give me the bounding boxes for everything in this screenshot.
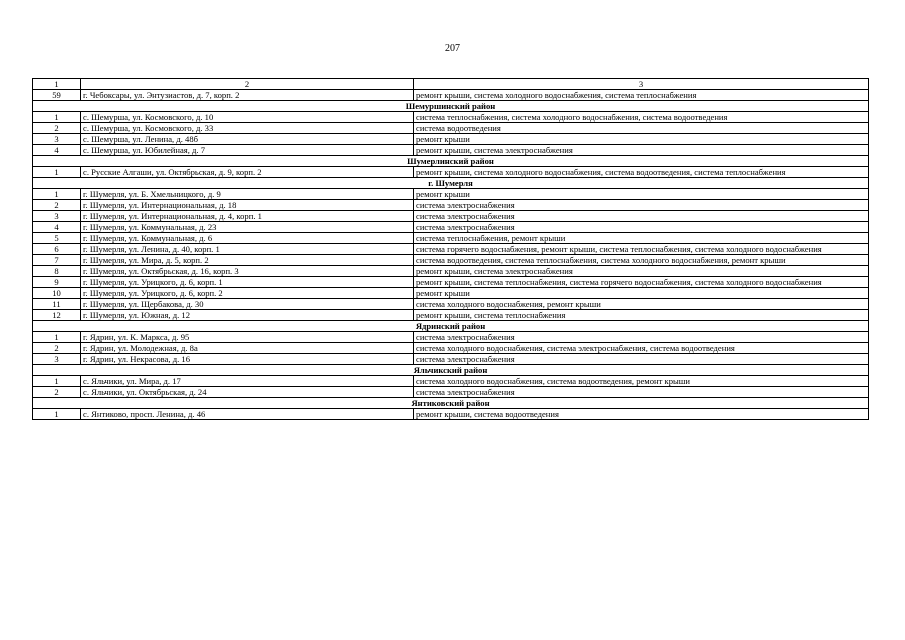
row-number-cell: 8	[33, 266, 81, 277]
row-number-cell: 1	[33, 189, 81, 200]
row-number-cell: 5	[33, 233, 81, 244]
row-number-cell: 12	[33, 310, 81, 321]
table-row	[33, 376, 869, 387]
row-number-cell: 1	[33, 167, 81, 178]
table-row	[33, 266, 869, 277]
table-row	[33, 123, 869, 134]
district-header-row	[33, 101, 869, 112]
row-number-cell: 2	[33, 123, 81, 134]
work-cell: ремонт крыши, система электроснабжения	[414, 266, 869, 277]
row-number-cell: 3	[33, 211, 81, 222]
address-cell: г. Ядрин, ул. Молодежная, д. 8а	[81, 343, 414, 354]
address-cell: с. Шемурша, ул. Космовского, д. 33	[81, 123, 414, 134]
row-number-cell: 1	[33, 332, 81, 343]
table-row	[33, 255, 869, 266]
work-cell: система водоотведения, система теплоснабжения, система холодного водоснабжения, ремонт крыши	[414, 255, 869, 266]
table-row	[33, 288, 869, 299]
table-row	[33, 90, 869, 101]
work-cell: система электроснабжения	[414, 222, 869, 233]
district-name: г. Шумерля	[33, 178, 869, 189]
address-cell: г. Шумерля, ул. Октябрьская, д. 16, корп. 3	[81, 266, 414, 277]
address-cell: г. Чебоксары, ул. Энтузиастов, д. 7, корп. 2	[81, 90, 414, 101]
work-cell: ремонт крыши, система холодного водоснабжения, система водоотведения, система теплоснабжения	[414, 167, 869, 178]
work-cell: ремонт крыши, система теплоснабжения	[414, 310, 869, 321]
row-number-cell: 7	[33, 255, 81, 266]
address-cell: г. Шумерля, ул. Ленина, д. 40, корп. 1	[81, 244, 414, 255]
row-number-cell: 4	[33, 145, 81, 156]
work-cell: система электроснабжения	[414, 332, 869, 343]
address-cell: г. Ядрин, ул. К. Маркса, д. 95	[81, 332, 414, 343]
address-cell: с. Шемурша, ул. Космовского, д. 10	[81, 112, 414, 123]
page-number: 207	[445, 43, 460, 54]
work-cell: ремонт крыши	[414, 288, 869, 299]
table-row	[33, 310, 869, 321]
table-row	[33, 233, 869, 244]
work-cell: ремонт крыши	[414, 134, 869, 145]
row-number-cell: 3	[33, 134, 81, 145]
address-cell: г. Шумерля, ул. Мира, д. 5, корп. 2	[81, 255, 414, 266]
work-cell: ремонт крыши, система холодного водоснабжения, система теплоснабжения	[414, 90, 869, 101]
table-row	[33, 332, 869, 343]
address-cell: г. Шумерля, ул. Урицкого, д. 6, корп. 2	[81, 288, 414, 299]
address-cell: с. Шемурша, ул. Юбилейная, д. 7	[81, 145, 414, 156]
address-cell: с. Яльчики, ул. Октябрьская, д. 24	[81, 387, 414, 398]
address-cell: с. Русские Алгаши, ул. Октябрьская, д. 9, корп. 2	[81, 167, 414, 178]
work-cell: система холодного водоснабжения, система электроснабжения, система водоотведения	[414, 343, 869, 354]
row-number-cell: 4	[33, 222, 81, 233]
row-number-cell: 9	[33, 277, 81, 288]
work-cell: ремонт крыши, система теплоснабжения, система горячего водоснабжения, система холодного водоснабжения	[414, 277, 869, 288]
work-cell: система электроснабжения	[414, 211, 869, 222]
district-header-row	[33, 321, 869, 332]
work-cell: система теплоснабжения, система холодного водоснабжения, система водоотведения	[414, 112, 869, 123]
address-cell: г. Шумерля, ул. Коммунальная, д. 23	[81, 222, 414, 233]
address-cell: г. Ядрин, ул. Некрасова, д. 16	[81, 354, 414, 365]
address-cell: г. Шумерля, ул. Интернациональная, д. 4, корп. 1	[81, 211, 414, 222]
table-row	[33, 200, 869, 211]
work-cell: система электроснабжения	[414, 200, 869, 211]
work-cell: ремонт крыши, система водоотведения	[414, 409, 869, 420]
row-number-cell: 11	[33, 299, 81, 310]
row-number-cell: 1	[33, 376, 81, 387]
district-name: Яльчикский район	[33, 365, 869, 376]
table-row	[33, 189, 869, 200]
work-cell: ремонт крыши	[414, 189, 869, 200]
table-row	[33, 167, 869, 178]
work-cell: система электроснабжения	[414, 387, 869, 398]
address-cell: г. Шумерля, ул. Южная, д. 12	[81, 310, 414, 321]
row-number-cell: 2	[33, 387, 81, 398]
table-row	[33, 112, 869, 123]
table-row	[33, 387, 869, 398]
work-cell: ремонт крыши, система электроснабжения	[414, 145, 869, 156]
district-name: Ядринский район	[33, 321, 869, 332]
address-cell: с. Янтиково, просп. Ленина, д. 46	[81, 409, 414, 420]
row-number-cell: 6	[33, 244, 81, 255]
header-row	[33, 79, 869, 90]
row-number-cell: 10	[33, 288, 81, 299]
address-cell: г. Шумерля, ул. Б. Хмельницкого, д. 9	[81, 189, 414, 200]
district-header-row	[33, 365, 869, 376]
table-row	[33, 244, 869, 255]
header-cell-address: 2	[81, 79, 414, 90]
work-cell: система водоотведения	[414, 123, 869, 134]
table-row	[33, 134, 869, 145]
address-cell: г. Шумерля, ул. Урицкого, д. 6, корп. 1	[81, 277, 414, 288]
district-header-row	[33, 156, 869, 167]
address-cell: г. Шумерля, ул. Щербакова, д. 30	[81, 299, 414, 310]
header-cell-work: 3	[414, 79, 869, 90]
district-name: Шемуршинский район	[33, 101, 869, 112]
table-row	[33, 354, 869, 365]
district-name: Шумерлинский район	[33, 156, 869, 167]
work-cell: система теплоснабжения, ремонт крыши	[414, 233, 869, 244]
row-number-cell: 2	[33, 343, 81, 354]
repair-register-table	[32, 78, 869, 420]
address-cell: г. Шумерля, ул. Коммунальная, д. 6	[81, 233, 414, 244]
address-cell: с. Яльчики, ул. Мира, д. 17	[81, 376, 414, 387]
work-cell: система электроснабжения	[414, 354, 869, 365]
address-cell: с. Шемурша, ул. Ленина, д. 48б	[81, 134, 414, 145]
district-name: Янтиковский район	[33, 398, 869, 409]
row-number-cell: 2	[33, 200, 81, 211]
work-cell: система холодного водоснабжения, система водоотведения, ремонт крыши	[414, 376, 869, 387]
work-cell: система холодного водоснабжения, ремонт крыши	[414, 299, 869, 310]
row-number-cell: 3	[33, 354, 81, 365]
work-cell: система горячего водоснабжения, ремонт крыши, система теплоснабжения, система холодного водоснабжения	[414, 244, 869, 255]
header-cell-number: 1	[33, 79, 81, 90]
table-row	[33, 211, 869, 222]
address-cell: г. Шумерля, ул. Интернациональная, д. 18	[81, 200, 414, 211]
district-header-row	[33, 178, 869, 189]
row-number-cell: 59	[33, 90, 81, 101]
table-row	[33, 409, 869, 420]
district-header-row	[33, 398, 869, 409]
table-row	[33, 277, 869, 288]
table-row	[33, 299, 869, 310]
table-body	[33, 79, 869, 420]
row-number-cell: 1	[33, 112, 81, 123]
table-row	[33, 343, 869, 354]
table-row	[33, 145, 869, 156]
table-row	[33, 222, 869, 233]
row-number-cell: 1	[33, 409, 81, 420]
